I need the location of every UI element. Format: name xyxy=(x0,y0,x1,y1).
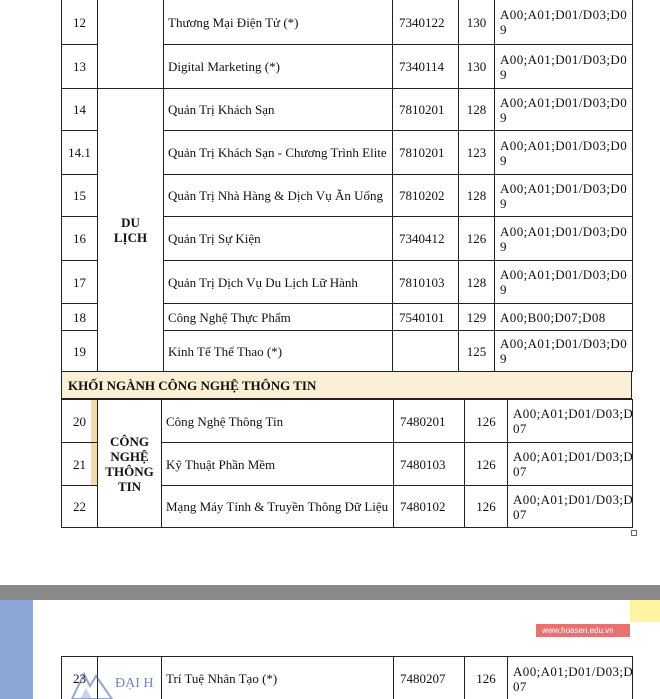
major-name: Công Nghệ Thông Tin xyxy=(162,400,394,443)
majors-table-it xyxy=(61,399,633,528)
credits: 126 xyxy=(465,443,508,486)
exam-blocks: A00;A01;D01/D03;D0 9 xyxy=(495,217,633,261)
major-code: 7340412 xyxy=(393,217,459,261)
credits: 128 xyxy=(459,175,495,217)
major-name: Trí Tuệ Nhân Tạo (*) xyxy=(162,657,394,699)
exam-blocks: A00;A01;D01/D03;D0 9 xyxy=(495,45,633,89)
major-name: Quản Trị Dịch Vụ Du Lịch Lữ Hành xyxy=(164,261,393,304)
credits: 126 xyxy=(459,217,495,261)
website-label: www.hoasen.edu.vn xyxy=(536,624,630,637)
exam-blocks: A00;B00;D07;D08 xyxy=(495,304,633,331)
row-number: 23 xyxy=(62,657,98,699)
exam-blocks: A00;A01;D01/D03;D0 9 xyxy=(495,331,633,372)
exam-blocks: A00;A01;D01/D03;D0 9 xyxy=(495,89,633,131)
row-number: 13 xyxy=(62,45,98,89)
row-number: 16 xyxy=(62,217,98,261)
table-row xyxy=(62,0,633,45)
majors-table-upper xyxy=(61,0,633,372)
major-code: 7480207 xyxy=(394,657,465,699)
exam-blocks: A00;A01;D01/D03;D 07 xyxy=(508,486,633,528)
major-name: Thương Mại Điện Tử (*) xyxy=(164,0,393,45)
credits: 128 xyxy=(459,261,495,304)
group-label-tourism: DU LỊCH xyxy=(98,89,164,372)
exam-blocks: A00;A01;D01/D03;D 07 xyxy=(508,443,633,486)
credits: 128 xyxy=(459,89,495,131)
row-number: 21 xyxy=(62,443,98,486)
table-row xyxy=(62,89,633,131)
major-code: 7480103 xyxy=(394,443,465,486)
major-code: 7810103 xyxy=(393,261,459,304)
credits: 130 xyxy=(459,0,495,45)
major-name: Digital Marketing (*) xyxy=(164,45,393,89)
row-number: 22 xyxy=(62,486,98,528)
exam-blocks: A00;A01;D01/D03;D0 9 xyxy=(495,261,633,304)
major-name: Kỹ Thuật Phần Mềm xyxy=(162,443,394,486)
exam-blocks: A00;A01;D01/D03;D 07 xyxy=(508,400,633,443)
group-cell-empty xyxy=(98,0,164,89)
major-name: Kinh Tế Thể Thao (*) xyxy=(164,331,393,372)
major-name: Quản Trị Khách Sạn - Chương Trình Elite xyxy=(164,131,393,175)
exam-blocks: A00;A01;D01/D03;D 07 xyxy=(508,657,633,699)
major-code: 7340114 xyxy=(393,45,459,89)
credits: 125 xyxy=(459,331,495,372)
page-gap xyxy=(0,585,660,600)
major-code: 7480102 xyxy=(394,486,465,528)
major-name: Quản Trị Khách Sạn xyxy=(164,89,393,131)
credits: 130 xyxy=(459,45,495,89)
major-code: 7480201 xyxy=(394,400,465,443)
major-name: Quản Trị Nhà Hàng & Dịch Vụ Ăn Uống xyxy=(164,175,393,217)
row-number: 14.1 xyxy=(62,131,98,175)
row-number: 20 xyxy=(62,400,98,443)
credits: 126 xyxy=(465,486,508,528)
credits: 123 xyxy=(459,131,495,175)
row-number: 14 xyxy=(62,89,98,131)
table-resize-handle[interactable] xyxy=(631,530,637,536)
group-label-it: CÔNG NGHỆ THÔNG TIN xyxy=(98,400,162,528)
major-name: Mạng Máy Tính & Truyền Thông Dữ Liệu xyxy=(162,486,394,528)
major-code xyxy=(393,331,459,372)
major-code: 7810201 xyxy=(393,131,459,175)
major-code: 7540101 xyxy=(393,304,459,331)
section-title-it: KHỐI NGÀNH CÔNG NGHỆ THÔNG TIN xyxy=(62,372,632,399)
exam-blocks: A00;A01;D01/D03;D0 9 xyxy=(495,175,633,217)
credits: 129 xyxy=(459,304,495,331)
table-row xyxy=(62,400,633,443)
decorative-corner xyxy=(630,600,660,622)
row-number: 12 xyxy=(62,0,98,45)
exam-blocks: A00;A01;D01/D03;D0 9 xyxy=(495,0,633,45)
row-number: 15 xyxy=(62,175,98,217)
row-number: 17 xyxy=(62,261,98,304)
major-name: Quản Trị Sự Kiện xyxy=(164,217,393,261)
major-code: 7340122 xyxy=(393,0,459,45)
logo-text: ĐẠI H xyxy=(115,676,154,691)
row-number: 18 xyxy=(62,304,98,331)
section-header-table xyxy=(61,371,632,399)
row-number: 19 xyxy=(62,331,98,372)
university-logo-icon xyxy=(70,670,114,699)
credits: 126 xyxy=(465,657,508,699)
credits: 126 xyxy=(465,400,508,443)
major-code: 7810202 xyxy=(393,175,459,217)
major-code: 7810201 xyxy=(393,89,459,131)
exam-blocks: A00;A01;D01/D03;D0 9 xyxy=(495,131,633,175)
decorative-side-band xyxy=(0,600,33,699)
major-name: Công Nghệ Thực Phẩm xyxy=(164,304,393,331)
